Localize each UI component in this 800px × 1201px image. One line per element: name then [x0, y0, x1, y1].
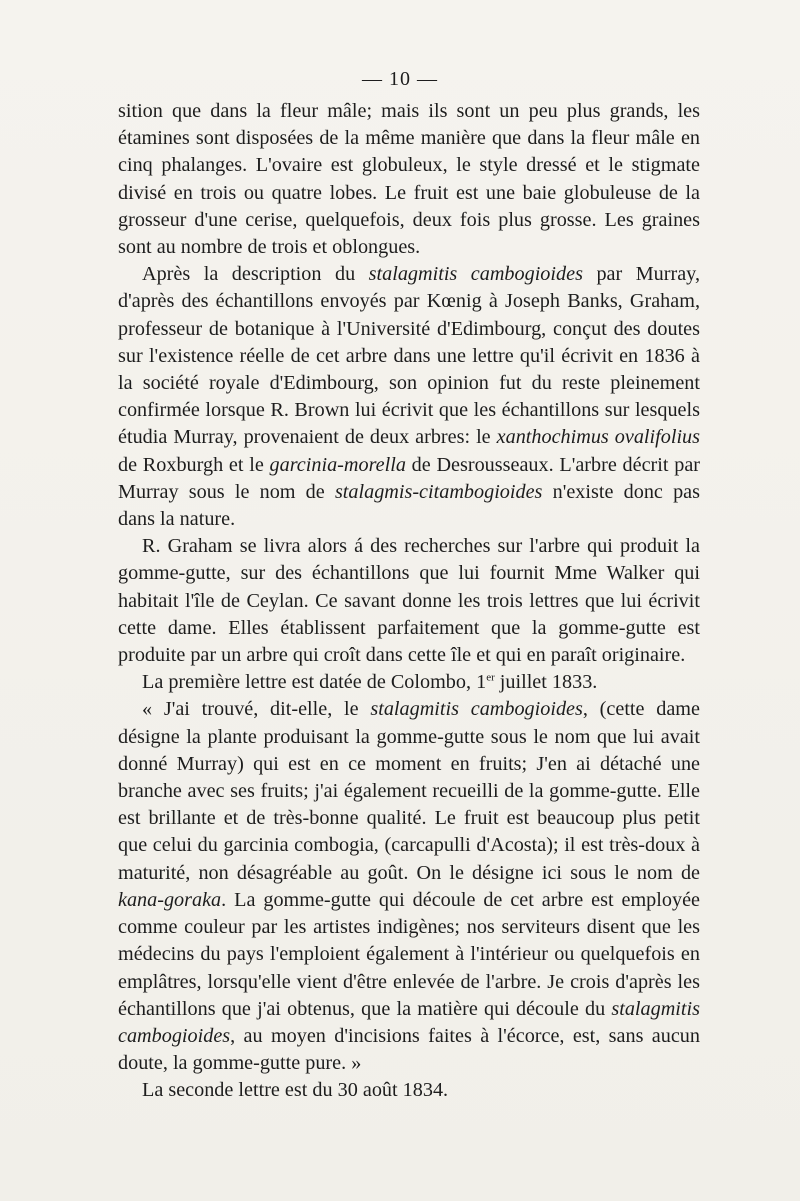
species-name-garcinia: garcinia-morella [269, 453, 406, 476]
paragraph-2 [118, 261, 700, 533]
local-name-kana-goraka: kana-goraka [118, 888, 222, 911]
body-text [118, 98, 700, 1105]
species-name-stalagmitis: stalagmitis cambogioides [368, 263, 583, 286]
p2-text-i: n'existe donc pas dans la nature. [118, 480, 700, 531]
paragraph-3-text: R. Graham se livra alors á des recherches sur l'arbre qui produit la gomme-gutte, sur des échantillons que lui fournit Mme Walker qui habitait l'île de Ceylan. Ce savant donne les trois lettres que lui écrivit cette dame. Elles établissent parfaitement que la gomme-gutte est produite par un arbre qui croît dans cette île et qui en paraît originaire. [118, 535, 700, 667]
species-name-stalagmitis-quote: stalagmitis cambogioides [370, 698, 583, 721]
p4-text-a: La première lettre est datée de Colombo, 1 [142, 671, 487, 694]
paragraph-3 [118, 533, 700, 669]
p2-text-a: Après la description du [142, 263, 369, 286]
species-name-stalagmitis-quote-2: stalagmitis cambogioides [118, 997, 700, 1047]
p2-text-c: par Murray, d'après des échantillons envoyés par Kœnig à Joseph Banks, Graham, professeur de botanique à l'Université d'Edimbourg, conçut des doutes sur l'existence réelle de cet arbre dans une lettre qu'il écrivit en 1836 à la société royale d'Edimbourg, son opinion fut du reste pleinement confirmée lorsque R. Brown lui écrivit que les échantillons sur lesquels étudia Murray, provenaient de deux arbres: le [118, 263, 700, 449]
paragraph-4 [118, 669, 700, 696]
paragraph-5-quote [118, 696, 700, 1077]
page-number: — 10 — [362, 68, 438, 90]
paragraph-1 [118, 98, 700, 261]
p5-text-c: , (cette dame désigne la plante produisant la gomme-gutte sous le nom que lui avait donné Murray) qui est en ce moment en fruits; J'en ai détaché une branche avec ses fruits; j'ai également recueilli de la gomme-gutte. Elle est brillante et de très-bonne qualité. Le fruit est beaucoup plus petit que celui du garcinia combogia, (carcapulli d'Acosta); il est très-doux à maturité, non désagréable au goût. On le désigne ici sous le nom de [118, 698, 700, 884]
paragraph-1-text: sition que dans la fleur mâle; mais ils sont un peu plus grands, les étamines sont disposées de la même manière que dans la fleur mâle en cinq phalanges. L'ovaire est globuleux, le style dressé et le stigmate divisé en trois ou quatre lobes. Le fruit est une baie globuleuse de la grosseur d'une cerise, quelquefois, deux fois plus grosse. Les graines sont au nombre de trois et oblongues. [118, 100, 700, 259]
p2-text-g: de Desrousseaux. L'arbre décrit par Murray sous le nom de [118, 453, 701, 503]
p5-text-e: . La gomme-gutte qui découle de cet arbre est employée comme couleur par les artistes indigènes; nos serviteurs disent que les médecins du pays l'emploient également à l'intérieur ou quelquefois en emplâtres, lorsqu'elle vient d'être enlevée de l'arbre. Je crois d'après les échantillons que j'ai obtenus, que la matière qui découle du [118, 888, 700, 1020]
paragraph-6 [118, 1077, 700, 1104]
ordinal-superscript: er [486, 671, 495, 684]
species-name-stalagmis: stalagmis-citambogioides [334, 480, 543, 503]
p2-text-e: de Roxburgh et le [118, 453, 270, 476]
p5-text-g: , au moyen d'incisions faites à l'écorce, est, sans aucun doute, la gomme-gutte pure. » [118, 1024, 700, 1075]
p4-text-b: juillet 1833. [494, 671, 598, 694]
paragraph-6-text: La seconde lettre est du 30 août 1834. [142, 1079, 449, 1102]
p5-text-a: « J'ai trouvé, dit-elle, le [142, 698, 371, 721]
species-name-xanthochimus: xanthochimus ovalifolius [496, 426, 701, 449]
